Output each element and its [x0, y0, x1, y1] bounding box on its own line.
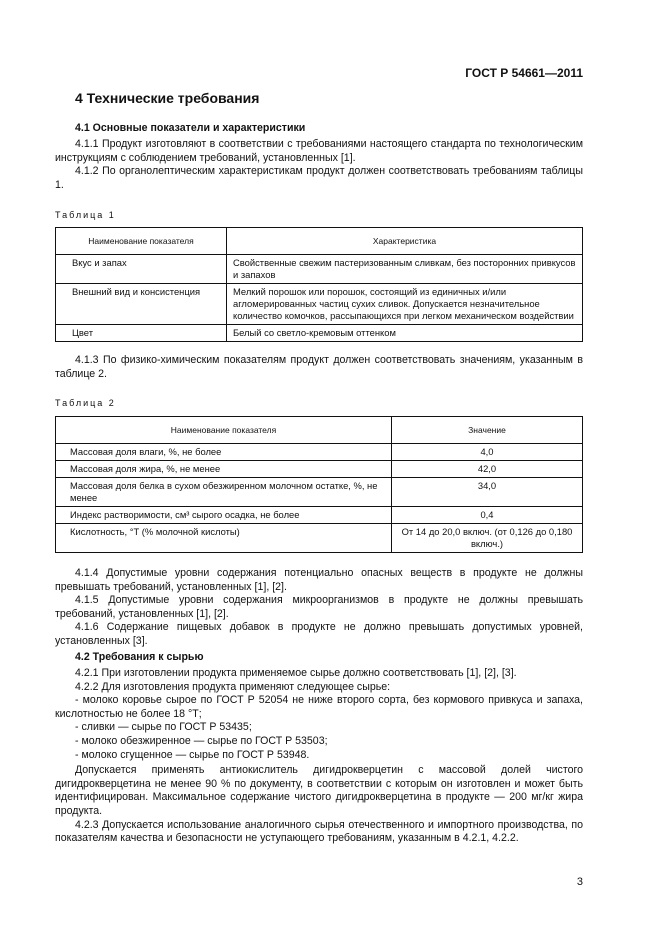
section-title: 4 Технические требования	[75, 90, 260, 106]
table2-cell-value: От 14 до 20,0 включ. (от 0,126 до 0,180 включ.)	[392, 523, 583, 552]
list-item: - сливки — сырье по ГОСТ Р 53435;	[75, 721, 252, 734]
paragraph-4-1-1: 4.1.1 Продукт изготовляют в соответствии с требованиями настоящего стандарта по технологическим инструкциям с соблюдением требований, установленных [1].	[55, 138, 583, 164]
table2-cell-name: Массовая доля жира, %, не менее	[56, 460, 392, 477]
table-row	[56, 460, 583, 477]
table1-header-value: Характеристика	[227, 228, 583, 255]
table1-cell-name: Цвет	[56, 325, 227, 342]
table1-cell-name: Внешний вид и консистенция	[56, 284, 227, 325]
paragraph-4-1-2: 4.1.2 По органолептическим характеристикам продукт должен соответствовать требованиям таблицы 1.	[55, 165, 583, 191]
table-row	[56, 255, 583, 284]
standard-number: ГОСТ Р 54661—2011	[465, 66, 583, 80]
table2-cell-value: 34,0	[392, 477, 583, 506]
table1-header-name: Наименование показателя	[56, 228, 227, 255]
table-row	[56, 506, 583, 523]
paragraph-4-2-3: 4.2.3 Допускается использование аналогичного сырья отечественного и импортного производства, по показателям качества и безопасности не уступающего требованиям, указанным в 4.2.1, 4.2.2.	[55, 818, 583, 845]
table2-cell-name: Индекс растворимости, см³ сырого осадка, не более	[56, 506, 392, 523]
table2-cell-value: 42,0	[392, 460, 583, 477]
table2-header-value: Значение	[392, 416, 583, 443]
page-number: 3	[576, 876, 583, 888]
list-item: - молоко сгущенное — сырье по ГОСТ Р 53948.	[75, 748, 310, 761]
table2-header-name: Наименование показателя	[56, 416, 392, 443]
paragraph-4-1-4: 4.1.4 Допустимые уровни содержания потенциально опасных веществ в продукте не должны превышать требований, установленных [1], [2].	[55, 566, 583, 593]
table2	[55, 416, 583, 553]
paragraph-4-2-2: 4.2.2 Для изготовления продукта применяют следующее сырье:	[75, 680, 391, 693]
table-row	[56, 443, 583, 460]
table2-cell-value: 4,0	[392, 443, 583, 460]
table1-cell-value: Свойственные свежим пастеризованным сливкам, без посторонних привкусов и запахов	[227, 255, 583, 284]
table-row	[56, 284, 583, 325]
table2-cell-name: Массовая доля влаги, %, не более	[56, 443, 392, 460]
table2-cell-value: 0,4	[392, 506, 583, 523]
table-row	[56, 477, 583, 506]
paragraph-4-2-1: 4.2.1 При изготовлении продукта применяемое сырье должно соответствовать [1], [2], [3].	[75, 667, 517, 680]
list-item: - молоко обезжиренное — сырье по ГОСТ Р 53503;	[75, 735, 328, 748]
list-item: - молоко коровье сырое по ГОСТ Р 52054 не ниже второго сорта, без кормового привкуса и запаха, кислотностью не более 18 °Т;	[55, 694, 583, 720]
table1-caption: Таблица 1	[55, 209, 116, 220]
subsection-title-4-2: 4.2 Требования к сырью	[75, 650, 204, 663]
page-content	[55, 92, 583, 846]
table1	[55, 227, 583, 342]
paragraph-4-1-3: 4.1.3 По физико-химическим показателям продукт должен соответствовать значениям, указанным в таблице 2.	[55, 354, 583, 380]
table-row	[56, 523, 583, 552]
table2-cell-name: Кислотность, °Т (% молочной кислоты)	[56, 523, 392, 552]
table1-cell-value: Мелкий порошок или порошок, состоящий из единичных и/или агломерированных частиц сухих сливок. Допускается незначительное количество комочков, рассыпающихся при легком механическом воздействии	[227, 284, 583, 325]
paragraph-4-1-5: 4.1.5 Допустимые уровни содержания микроорганизмов в продукте не должны превышать требований, установленных [1], [2].	[55, 594, 583, 620]
paragraph-antioxidant: Допускается применять антиокислитель дигидрокверцетин с массовой долей чистого дигидрокверцетина не менее 90 % по документу, в соответствии с которым он изготовлен и может быть идентифицирован. Максимальное содержание чистого дигидрокверцетина в продукте — 200 мг/кг жира продукта.	[55, 764, 583, 818]
table2-caption: Таблица 2	[55, 398, 116, 409]
table-row	[56, 325, 583, 342]
table1-cell-name: Вкус и запах	[56, 255, 227, 284]
table1-cell-value: Белый со светло-кремовым оттенком	[227, 325, 583, 342]
table2-cell-name: Массовая доля белка в сухом обезжиренном молочном остатке, %, не менее	[56, 477, 392, 506]
paragraph-4-1-6: 4.1.6 Содержание пищевых добавок в продукте не должно превышать допустимых уровней, установленных [3].	[55, 621, 583, 647]
subsection-title-4-1: 4.1 Основные показатели и характеристики	[75, 121, 306, 134]
